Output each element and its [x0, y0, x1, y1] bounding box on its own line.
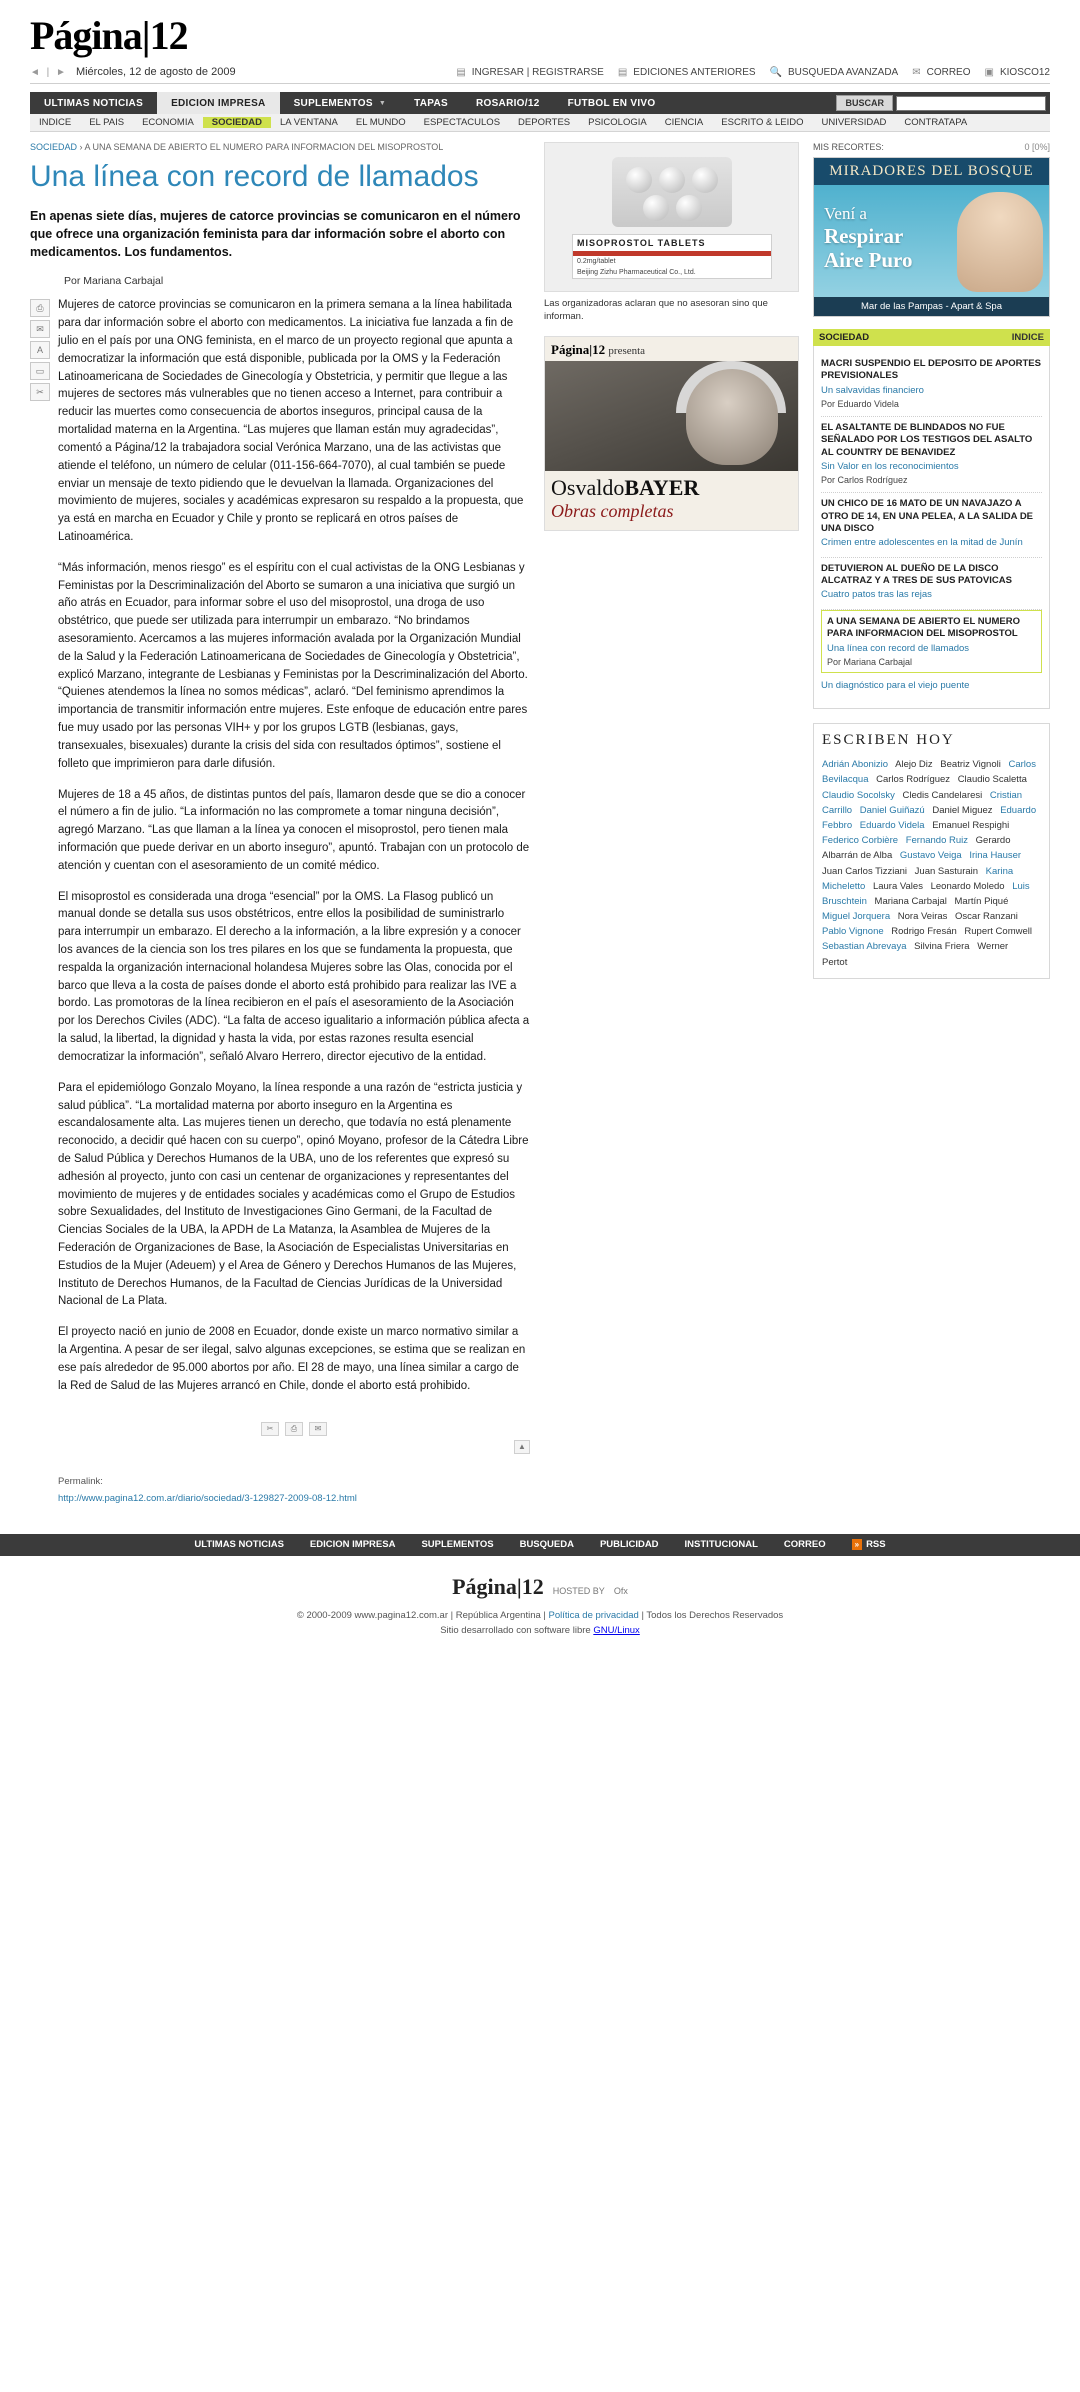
privacy-policy-link[interactable]: Política de privacidad — [548, 1609, 639, 1621]
date-nav-arrows[interactable]: ◄ | ► — [30, 66, 68, 78]
author-link[interactable]: Emanuel Respighi — [932, 819, 1010, 831]
author-link[interactable]: Juan Sasturain — [914, 865, 979, 877]
banner-slogan-line2: Respirar — [824, 223, 904, 248]
footer-nav-institucional[interactable]: INSTITUCIONAL — [684, 1539, 758, 1550]
toplink-ediciones-anteriores[interactable] — [618, 67, 756, 78]
print-icon[interactable]: ⎙ — [30, 299, 50, 317]
nav-item-edicion-impresa[interactable] — [157, 92, 280, 114]
date-bar — [30, 66, 1050, 84]
recortes-label: MIS RECORTES: — [813, 142, 884, 152]
subnav-la-ventana[interactable]: LA VENTANA — [279, 117, 338, 128]
toplink-label: EDICIONES ANTERIORES — [633, 66, 756, 78]
ad-photo-face — [686, 369, 778, 465]
article-photo — [544, 142, 799, 292]
section-nav — [30, 114, 1050, 132]
mail-icon[interactable]: ✉ — [309, 1422, 327, 1436]
subnav-contratapa[interactable]: CONTRATAPA — [904, 117, 968, 128]
author-link[interactable]: Fernando Ruiz — [905, 835, 968, 847]
author-link[interactable]: Sebastian Abrevaya — [822, 941, 907, 953]
article-tools — [30, 297, 58, 1503]
nav-item-suplementos[interactable] — [280, 92, 400, 114]
mail-icon: ✉ — [912, 66, 921, 78]
footer-hosted-label: HOSTED BY — [552, 1585, 605, 1596]
subnav-el-mundo[interactable]: EL MUNDO — [355, 117, 406, 128]
sidebar-section-bar — [813, 329, 1050, 346]
nav-label: SUPLEMENTOS — [293, 97, 373, 109]
footer-copyright-pre: © 2000-2009 www.pagina12.com.ar | República Argentina | — [296, 1609, 549, 1621]
author-link[interactable]: Alejo Diz — [895, 759, 933, 771]
ad-author-last: BAYER — [624, 474, 700, 500]
banner-slogan-line3: Aire Puro — [824, 247, 913, 272]
footer-copyright — [0, 1610, 1080, 1621]
escriben-hoy-box — [813, 723, 1050, 979]
footer-nav-rss[interactable] — [852, 1539, 886, 1550]
author-link[interactable]: Leonardo Moledo — [930, 880, 1005, 892]
article-byline: Por Mariana Carbajal — [64, 275, 164, 288]
author-link[interactable]: Gustavo Veiga — [899, 850, 962, 862]
author-link[interactable]: Silvina Friera — [914, 941, 970, 953]
author-link[interactable]: Pablo Vignone — [822, 926, 884, 938]
permalink-label: Permalink: — [58, 1475, 103, 1487]
footer — [0, 1556, 1080, 1666]
author-link[interactable]: Carlos Rodríguez — [876, 774, 951, 786]
pill-dose: 0.2mg/tablet — [577, 258, 616, 265]
author-link[interactable]: Juan Carlos Tizziani — [822, 865, 908, 877]
comment-icon[interactable]: ▭ — [30, 362, 50, 380]
main-nav — [30, 92, 1050, 114]
article-lead: En apenas siete días, mujeres de catorce provincias se comunicaron en el número que ofrece una organización feminista para dar información sobre el aborto con medicamentos. Los fundamentos. — [30, 209, 521, 260]
pill-dot — [692, 167, 718, 193]
author-link[interactable]: Cledis Candelaresi — [902, 789, 983, 801]
archive-icon: ▤ — [617, 66, 628, 78]
site-logo[interactable]: Página|12 — [30, 13, 188, 58]
ad-banner-miradores[interactable] — [813, 157, 1050, 317]
ad-presenta — [545, 337, 798, 361]
nav-label: EDICION IMPRESA — [171, 97, 266, 109]
article-body — [58, 297, 530, 1503]
logo-row — [30, 13, 1050, 58]
toplink-busqueda-avanzada[interactable] — [770, 67, 899, 78]
banner-title: MIRADORES DEL BOSQUE — [814, 158, 1049, 185]
nav-label: ROSARIO/12 — [475, 97, 540, 109]
pill-dot — [659, 167, 685, 193]
sidebar-section-name[interactable]: SOCIEDAD — [819, 332, 870, 343]
banner-slogan-line1: Vení a — [824, 204, 867, 223]
pill-dot — [626, 167, 652, 193]
author-link[interactable]: Oscar Ranzani — [955, 911, 1018, 923]
author-link[interactable]: Irina Hauser — [969, 850, 1022, 862]
pill-dot — [643, 195, 669, 221]
article-paragraph: El proyecto nació en junio de 2008 en Ecuador, donde existe un marco normativo similar a la Argentina. A pesar de ser ilegal, salvo algunas excepciones, se estima que se realizan en ese país alrededor de 95.000 abortos por año. El 28 de mayo, una línea similar a cargo de la Red de Salud de las Mujeres arrancó en Chile, donde el aborto está prohibido. — [58, 1326, 526, 1392]
article-paragraph: Mujeres de 18 a 45 años, de distintas puntos del país, llamaron desde que se dio a conocer el número a fin de julio. “La información no las compromete a tomar ninguna decisión”, agregó Marzano. “Las que llaman a la línea ya conocen el misoprostol, pero tienen mala información que puede derivar en un aborto inseguro”, apuntó. Trabajan con un protocolo de atención y cuentan con el asesoramiento de un comité médico. — [58, 788, 530, 872]
subnav-el-pais[interactable]: EL PAIS — [89, 117, 125, 128]
author-link[interactable]: Werner Pertot — [822, 941, 1009, 968]
author-link[interactable]: Eduardo Videla — [859, 819, 925, 831]
escriben-hoy-title: ESCRIBEN HOY — [822, 732, 955, 749]
media-column — [544, 142, 799, 1504]
author-link[interactable]: Nora Veiras — [897, 911, 948, 923]
toplink-correo[interactable] — [912, 67, 970, 78]
article-paragraph: El misoprostol es considerada una droga “esencial” por la OMS. La Flasog publicó un manual donde se detalla sus usos obstétricos, entre ellos la posibilidad de suministrarlo para interrumpir un embarazo. El derecho a la información, a la libre expresión y a conocer los avances de la ciencia son los tres pilares en los que se fundamenta la propuesta, que respalda la organización internacional holandesa Mujeres sobre las Olas, conocida por el barco que lleva a la costa de países donde el aborto está prohibido para realizar las IVE a bordo. Las promotoras de la línea recibieron en el país el asesoramiento de la Asociación por los Derechos Civiles (ADC). “La falta de acceso igualitario a información pública afecta a la salud, la libertad, la dignidad y hasta la vida, por estas razones resulta esencial democratizar la información”, señaló Alvaro Herrero, director ejecutivo de la entidad. — [58, 890, 530, 1063]
top-links — [456, 67, 1050, 78]
footer-software — [0, 1625, 1080, 1636]
author-link[interactable]: Gerardo Albarrán de Alba — [822, 835, 1011, 862]
author-link[interactable]: Karina Micheletto — [822, 865, 1014, 892]
footer-nav — [0, 1534, 1080, 1556]
rss-label: RSS — [866, 1539, 886, 1550]
pill-box-graphic — [572, 234, 772, 279]
author-link[interactable]: Mariana Carbajal — [874, 895, 947, 907]
kiosk-icon: ▣ — [984, 66, 994, 78]
print-icon[interactable]: ⎙ — [285, 1422, 303, 1436]
pill-maker: Beijing Zizhu Pharmaceutical Co., Ltd. — [577, 269, 696, 276]
author-link[interactable]: Beatriz Vignoli — [940, 759, 1001, 771]
author-link[interactable]: Federico Corbière — [822, 835, 899, 847]
gnu-linux-link[interactable]: GNU/Linux — [593, 1624, 640, 1636]
footer-software-pre: Sitio desarrollado con software libre — [440, 1624, 594, 1636]
search-input[interactable] — [896, 96, 1046, 111]
author-link[interactable]: Luis Bruschtein — [822, 880, 1030, 907]
author-link[interactable]: Claudio Scaletta — [957, 774, 1027, 786]
banner-footer: Mar de las Pampas - Apart & Spa — [814, 297, 1049, 316]
subnav-indice[interactable]: INDICE — [39, 117, 72, 128]
footer-nav-suplementos[interactable]: SUPLEMENTOS — [421, 1539, 494, 1550]
nav-search — [836, 92, 1050, 114]
toplink-label: KIOSCO12 — [999, 66, 1050, 78]
current-date: Miércoles, 12 de agosto de 2009 — [75, 66, 236, 78]
mis-recortes[interactable] — [813, 142, 1050, 152]
ad-subtitle: Obras completas — [551, 500, 674, 521]
article-column — [30, 142, 530, 1504]
news-title[interactable]: Sin Valor en los reconocimientos — [821, 461, 959, 473]
back-to-top — [58, 1440, 530, 1454]
subnav-economia[interactable]: ECONOMIA — [142, 117, 194, 128]
mail-icon[interactable]: ✉ — [30, 320, 50, 338]
footer-nav-ultimas-noticias[interactable]: ULTIMAS NOTICIAS — [194, 1539, 284, 1550]
news-kicker: MACRI SUSPENDIO EL DEPOSITO DE APORTES PREVISIONALES — [821, 358, 1041, 382]
masthead-wrap — [30, 0, 1050, 1504]
chevron-down-icon: ▼ — [378, 99, 387, 107]
nav-label: ULTIMAS NOTICIAS — [44, 97, 144, 109]
nav-label: FUTBOL EN VIVO — [567, 97, 656, 109]
breadcrumb-sep: › — [77, 142, 85, 152]
author-link[interactable]: Rupert Comwell — [964, 926, 1032, 938]
author-link[interactable]: Daniel Guiñazú — [859, 804, 925, 816]
footer-nav-edicion-impresa[interactable]: EDICION IMPRESA — [309, 1539, 396, 1550]
ad-presenta-text: presenta — [608, 344, 646, 357]
author-link[interactable]: Claudio Socolsky — [822, 789, 895, 801]
list-item[interactable] — [821, 558, 1042, 610]
news-title[interactable]: Cuatro patos tras las rejas — [821, 589, 932, 601]
article-paragraph: “Más información, menos riesgo” es el espíritu con el cual activistas de la ONG Lesbianas y Feministas por la Descriminalización del Aborto se sumaron a una iniciativa que surgió un año atrás en Ecuador, para informar sobre el uso del misoprostol, una droga de uso obstétrico, que puede ser utilizada para interrumpir un embarazo. “No brindamos asesoramiento. Acercamos a las mujeres información avalada por la Organización Mundial de la Salud y la Federación Latinoamericana de Sociedades de Ginecología y Obstetricia”, explicó Marzano, integrante de Lesbianas y Feministas por la Descriminalización del Aborto. “Quienes atendemos la línea no somos médicas”, aclaró. “Del feminismo aprendimos la importancia de transmitir información entre mujeres. Este enfoque de educación entre pares fue muy usado por las personas VIH+ y por los grupos LGTB (lesbianas, gays, transexuales, bisexuales) durante la crisis del sida con resultados óptimos”, sostiene el folleto que imprimieron para darle difusión. — [58, 561, 528, 770]
banner-person-photo — [957, 192, 1043, 292]
footer-nav-publicidad[interactable]: PUBLICIDAD — [599, 1539, 659, 1550]
pill-dot — [676, 195, 702, 221]
author-link[interactable]: Carlos Bevilacqua — [822, 759, 1036, 786]
list-item[interactable] — [821, 493, 1042, 557]
ad-photo — [545, 361, 798, 471]
subnav-psicologia[interactable]: PSICOLOGIA — [588, 117, 647, 128]
list-item[interactable] — [821, 417, 1042, 493]
breadcrumb-title: A UNA SEMANA DE ABIERTO EL NUMERO PARA INFORMACION DEL MISOPROSTOL — [84, 142, 444, 152]
toplink-label: INGRESAR | REGISTRARSE — [471, 66, 604, 78]
subnav-sociedad[interactable]: SOCIEDAD — [203, 117, 271, 128]
news-kicker: EL ASALTANTE DE BLINDADOS NO FUE SEÑALADO POR LOS TESTIGOS DEL ASALTO AL COUNTRY DE BENAVIDEZ — [821, 422, 1033, 458]
list-item[interactable] — [821, 673, 1042, 699]
author-link[interactable]: Martín Piqué — [954, 895, 1009, 907]
escriben-hoy-names — [822, 757, 1041, 970]
nav-item-rosario12[interactable] — [462, 92, 554, 114]
news-author: Por Eduardo Videla — [821, 399, 899, 410]
footer-logo: Página|12 — [452, 1573, 544, 1599]
author-link[interactable]: Cristian Carrillo — [822, 789, 1023, 816]
author-link[interactable]: Daniel Miguez — [932, 804, 993, 816]
news-title[interactable]: Crimen entre adolescentes en la mitad de Junín — [821, 537, 1023, 549]
breadcrumb-section[interactable]: SOCIEDAD — [30, 142, 78, 152]
news-author: Por Carlos Rodríguez — [821, 475, 908, 486]
ad-author-name — [545, 471, 798, 501]
recortes-count: 0 [0%] — [1024, 142, 1050, 152]
news-title[interactable]: Un diagnóstico para el viejo puente — [821, 679, 970, 691]
permalink-url[interactable]: http://www.pagina12.com.ar/diario/sociedad/3-129827-2009-08-12.html — [58, 1492, 357, 1504]
article-paragraph: Para el epidemiólogo Gonzalo Moyano, la línea responde a una razón de “estricta justicia y salud pública”. “La mortalidad materna por aborto inseguro en la Argentina es escandalosamente alta. Las mujeres tienen un derecho, que todavía no está plenamente reconocido, a decidir qué hacen con su cuerpo”, opinó Moyano, profesor de la Cátedra Libre de Salud Pública y Derechos Humanos de la UBA, uno de los referentes que expresó su adhesión al proyecto, junto con casi un centenar de organizaciones y representantes del movimiento de mujeres y de entidades sociales y académicas como el Grupo de Estudios sobre Sexualidades, del Instituto de Investigaciones Gino Germani, de la Facultad de Ciencias Sociales de la UBA, la APDH de La Matanza, la Asamblea de Mujeres de la Federación de Organizaciones de Base, la Asociación de Especialistas Universitarias en Estudios de la Mujer (Adeuem) y el Area de Género y Derechos Humanos de las Mujeres, Instituto de Derechos Humanos, de la Facultad de Ciencias Jurídicas de la Universidad Nacional de La Plata. — [58, 1081, 529, 1308]
sidebar-section-index[interactable]: INDICE — [1011, 332, 1044, 343]
subnav-ciencia[interactable]: CIENCIA — [664, 117, 704, 128]
list-item[interactable] — [821, 353, 1042, 417]
nav-label: TAPAS — [414, 97, 448, 109]
author-link[interactable]: Rodrigo Fresán — [891, 926, 957, 938]
footer-copyright-post: | Todos los Derechos Reservados — [638, 1609, 784, 1621]
breadcrumb — [30, 142, 530, 152]
news-kicker: A UNA SEMANA DE ABIERTO EL NUMERO PARA INFORMACION DEL MISOPROSTOL — [827, 615, 1021, 640]
toplink-label: BUSQUEDA AVANZADA — [788, 66, 899, 78]
toplink-kiosco12[interactable] — [985, 67, 1050, 78]
news-author: Por Mariana Carbajal — [827, 656, 913, 667]
sidebar-news-list — [813, 346, 1050, 709]
share-icon[interactable]: ✂ — [261, 1422, 279, 1436]
permalink-block — [58, 1476, 530, 1504]
text-size-icon[interactable]: A — [30, 341, 50, 359]
toplink-ingresar[interactable] — [456, 67, 604, 78]
content-columns — [30, 142, 1050, 1504]
news-kicker: DETUVIERON AL DUEÑO DE LA DISCO ALCATRAZ Y A TRES DE SUS PATOVICAS — [821, 562, 1012, 587]
news-title[interactable]: Un salvavidas financiero — [821, 384, 924, 396]
article-footer-actions — [58, 1422, 530, 1436]
ad-osvaldo-bayer[interactable] — [544, 336, 799, 531]
blister-pack-graphic — [612, 157, 732, 227]
author-link[interactable]: Adrián Abonizio — [822, 759, 889, 771]
masthead — [30, 0, 1050, 86]
blister-icon — [612, 157, 732, 227]
user-icon: ▤ — [456, 66, 466, 78]
list-item-active[interactable] — [821, 610, 1042, 673]
footer-nav-busqueda[interactable]: BUSQUEDA — [519, 1539, 574, 1550]
share-icon[interactable]: ✂ — [30, 383, 50, 401]
nav-item-ultimas-noticias[interactable] — [30, 92, 157, 114]
news-title[interactable]: Una línea con record de llamados — [827, 642, 970, 654]
footer-hosted-brand: Ofx — [613, 1585, 628, 1596]
ad-author-first: Osvaldo — [551, 474, 625, 500]
subnav-espectaculos[interactable]: ESPECTACULOS — [423, 117, 501, 128]
subnav-universidad[interactable]: UNIVERSIDAD — [821, 117, 887, 128]
toplink-label: CORREO — [926, 66, 971, 78]
news-kicker: UN CHICO DE 16 MATO DE UN NAVAJAZO A OTRO DE 14, EN UNA PELEA, A LA SALIDA DE UNA DISCO — [821, 498, 1034, 535]
subnav-escrito-y-leido[interactable]: ESCRITO & LEIDO — [721, 117, 804, 128]
author-link[interactable]: Miguel Jorquera — [822, 911, 891, 923]
pill-brand: MISOPROSTOL TABLETS — [573, 235, 771, 251]
photo-caption: Las organizadoras aclaran que no asesoran sino que informan. — [544, 298, 768, 322]
nav-item-tapas[interactable] — [400, 92, 462, 114]
article-paragraph: Mujeres de catorce provincias se comunicaron en la primera semana a la línea habilitada para dar información sobre el aborto con medicamentos. La iniciativa fue lanzada a fin de julio en el país por una ONG feminista, en el marco de un proyecto regional que apunta a democratizar la información que está disponible, publicada por la OMS y la Federación Latinoamericana de Sociedades de Ginecología y Obstetricia, y permitir que llegue a las mujeres de sectores más vulnerables que no tienen acceso a Internet, para contribuir a reducir las muertes como consecuencia de abortos inseguros, principal causa de la mortalidad materna en la Argentina. “Las mujeres que llaman están muy agradecidas”, comentó a Página/12 la trabajadora social Verónica Marzano, una de las activistas que atiende el teléfono, un número de celular (011-156-664-7070), al cual también se puede enviar un mensaje de texto pidiendo que le devuelvan la llamada. Organizaciones del movimiento de mujeres, sociales y académicas expresaron su respaldo a la propuesta, que ya está en marcha en Ecuador y Chile y pronto se replicará en otros países de Latinoamérica. — [58, 299, 524, 543]
arrow-up-icon[interactable]: ▲ — [514, 1440, 530, 1454]
author-link[interactable]: Laura Vales — [872, 880, 923, 892]
page-title: Una línea con record de llamados — [30, 160, 479, 193]
sidebar-column — [813, 142, 1050, 1504]
rss-icon: » — [852, 1539, 862, 1550]
author-link[interactable]: Eduardo Febbro — [822, 804, 1037, 831]
ad-brand: Página|12 — [551, 341, 606, 357]
article-body-wrap — [30, 297, 530, 1503]
search-button[interactable]: BUSCAR — [836, 95, 893, 111]
banner-slogan — [824, 204, 912, 272]
nav-item-futbol-en-vivo[interactable] — [554, 92, 670, 114]
subnav-deportes[interactable]: DEPORTES — [518, 117, 571, 128]
search-icon: 🔍 — [769, 66, 782, 78]
footer-nav-correo[interactable]: CORREO — [783, 1539, 826, 1550]
